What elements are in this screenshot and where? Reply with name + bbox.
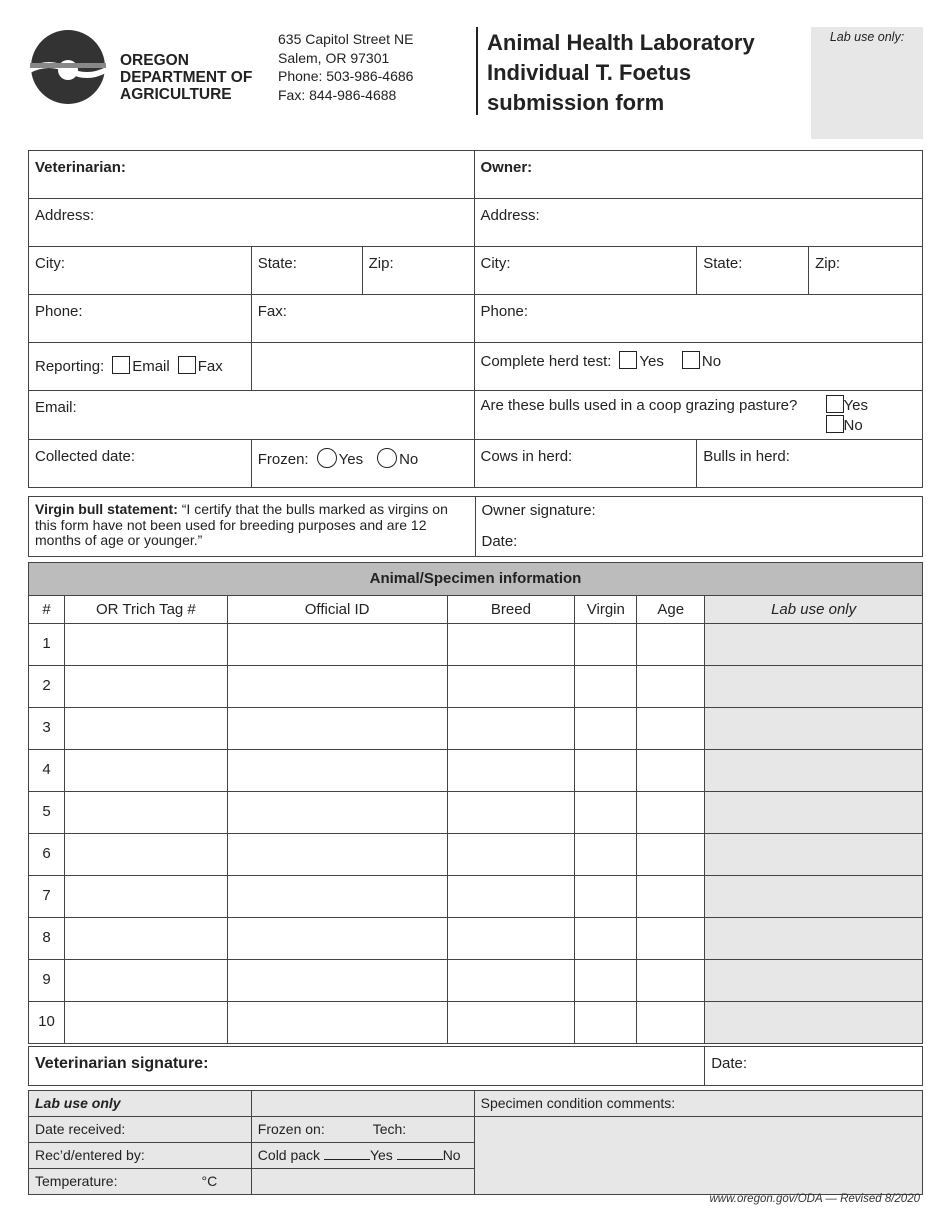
lab-use-cell bbox=[705, 918, 923, 960]
age-cell[interactable] bbox=[637, 876, 705, 918]
breed-cell[interactable] bbox=[447, 876, 575, 918]
official-id-cell[interactable] bbox=[227, 918, 447, 960]
official-id-cell[interactable] bbox=[227, 666, 447, 708]
breed-cell[interactable] bbox=[447, 1002, 575, 1044]
frozen-field bbox=[251, 440, 474, 488]
virgin-cell[interactable] bbox=[575, 624, 637, 666]
official-id-cell[interactable] bbox=[227, 708, 447, 750]
animal-row bbox=[29, 834, 923, 876]
virgin-statement bbox=[29, 497, 476, 557]
lab-use-table bbox=[28, 1090, 923, 1195]
official-id-cell[interactable] bbox=[227, 960, 447, 1002]
breed-cell[interactable] bbox=[447, 666, 575, 708]
animal-row bbox=[29, 708, 923, 750]
animal-row bbox=[29, 876, 923, 918]
vet-address-field[interactable]: Address: bbox=[29, 199, 475, 247]
bulls-field[interactable]: Bulls in herd: bbox=[697, 440, 923, 488]
lab-use-label: Lab use only: bbox=[829, 30, 905, 44]
animal-row bbox=[29, 1002, 923, 1044]
yes-label: Yes bbox=[639, 353, 664, 370]
footer-revision: www.oregon.gov/ODA — Revised 8/2020 bbox=[709, 1193, 920, 1205]
oda-logo-icon bbox=[30, 30, 106, 104]
breed-cell[interactable] bbox=[447, 624, 575, 666]
age-cell[interactable] bbox=[637, 1002, 705, 1044]
contact-phone: Phone: 503-986-4686 bbox=[278, 68, 414, 84]
lab-use-cell bbox=[705, 1002, 923, 1044]
contact-block bbox=[278, 30, 413, 104]
lab-use-cell bbox=[705, 666, 923, 708]
official-id-cell[interactable] bbox=[227, 792, 447, 834]
col-age: Age bbox=[637, 596, 705, 624]
virgin-cell[interactable] bbox=[575, 918, 637, 960]
lab-use-heading: Lab use only bbox=[29, 1091, 252, 1117]
cold-pack-yes-line[interactable] bbox=[324, 1148, 370, 1160]
yes-label: Yes bbox=[843, 397, 868, 414]
vet-name-field[interactable]: Veterinarian: bbox=[29, 151, 475, 199]
animal-row bbox=[29, 960, 923, 1002]
official-id-cell[interactable] bbox=[227, 876, 447, 918]
breed-cell[interactable] bbox=[447, 750, 575, 792]
agency-name bbox=[120, 52, 252, 103]
frozen-label: Frozen: bbox=[257, 451, 309, 468]
title-line: Individual T. Foetus bbox=[487, 60, 692, 85]
lab-blank-cell bbox=[251, 1091, 474, 1117]
trich-tag-cell[interactable] bbox=[64, 792, 227, 834]
herd-test-field bbox=[474, 343, 923, 391]
fax-option-label: Fax bbox=[197, 358, 223, 375]
col-number: # bbox=[29, 596, 65, 624]
coop-yes-checkbox[interactable] bbox=[826, 395, 844, 413]
col-virgin: Virgin bbox=[575, 596, 637, 624]
lab-use-cell bbox=[705, 624, 923, 666]
age-cell[interactable] bbox=[637, 750, 705, 792]
herd-no-checkbox[interactable] bbox=[682, 351, 700, 369]
lab-blank-cell bbox=[251, 1169, 474, 1195]
animal-table bbox=[28, 562, 923, 1044]
virgin-cell[interactable] bbox=[575, 708, 637, 750]
row-number: 10 bbox=[29, 1002, 65, 1044]
trich-tag-cell[interactable] bbox=[64, 666, 227, 708]
coop-no-checkbox[interactable] bbox=[826, 415, 844, 433]
virgin-cell[interactable] bbox=[575, 960, 637, 1002]
animal-section-heading: Animal/Specimen information bbox=[29, 563, 923, 596]
agency-line: OREGON bbox=[120, 52, 189, 69]
row-number: 5 bbox=[29, 792, 65, 834]
lab-use-cell bbox=[705, 834, 923, 876]
row-number: 4 bbox=[29, 750, 65, 792]
no-label: No bbox=[843, 417, 863, 434]
contact-city: Salem, OR 97301 bbox=[278, 49, 390, 66]
herd-yes-checkbox[interactable] bbox=[619, 351, 637, 369]
row-number: 7 bbox=[29, 876, 65, 918]
coop-yes bbox=[826, 397, 868, 414]
no-label: No bbox=[399, 451, 419, 468]
row-number: 2 bbox=[29, 666, 65, 708]
cows-field[interactable]: Cows in herd: bbox=[474, 440, 697, 488]
reporting-label: Reporting: bbox=[35, 358, 105, 375]
vet-zip-field[interactable]: Zip: bbox=[362, 247, 474, 295]
virgin-statement-text: “I certify that the bulls marked as virgins on this form have not been used for breeding purposes and are 12 months of age or younger.” bbox=[35, 501, 448, 548]
no-label: No bbox=[701, 353, 722, 370]
age-cell[interactable] bbox=[637, 792, 705, 834]
vet-owner-table bbox=[28, 150, 923, 488]
vet-city-field[interactable]: City: bbox=[29, 247, 252, 295]
virgin-cell[interactable] bbox=[575, 876, 637, 918]
coop-label: Are these bulls used in a coop grazing pasture? bbox=[480, 397, 798, 414]
row-number: 1 bbox=[29, 624, 65, 666]
owner-signature-label: Owner signature: bbox=[481, 502, 596, 519]
cold-pack-field bbox=[251, 1143, 474, 1169]
col-trich-tag: OR Trich Tag # bbox=[64, 596, 227, 624]
trich-tag-cell[interactable] bbox=[64, 1002, 227, 1044]
owner-name-field[interactable]: Owner: bbox=[474, 151, 923, 199]
official-id-cell[interactable] bbox=[227, 1002, 447, 1044]
animal-row bbox=[29, 918, 923, 960]
official-id-cell[interactable] bbox=[227, 624, 447, 666]
row-number: 3 bbox=[29, 708, 65, 750]
animal-row bbox=[29, 624, 923, 666]
animal-row bbox=[29, 666, 923, 708]
trich-tag-cell[interactable] bbox=[64, 624, 227, 666]
owner-date-label: Date: bbox=[481, 533, 518, 550]
contact-fax: Fax: 844-986-4688 bbox=[278, 86, 397, 103]
title-line: Animal Health Laboratory bbox=[487, 30, 755, 55]
lab-use-cell bbox=[705, 708, 923, 750]
agency-line: AGRICULTURE bbox=[120, 86, 232, 103]
owner-phone-field[interactable]: Phone: bbox=[474, 295, 923, 343]
row-number: 6 bbox=[29, 834, 65, 876]
virgin-statement-table bbox=[28, 496, 923, 557]
date-received-field[interactable]: Date received: bbox=[29, 1117, 252, 1143]
contact-address: 635 Capitol Street NE bbox=[278, 31, 414, 47]
coop-field bbox=[474, 391, 923, 440]
comments-label: Specimen condition comments: bbox=[474, 1091, 922, 1117]
col-lab-use: Lab use only bbox=[705, 596, 923, 624]
vet-state-field[interactable]: State: bbox=[251, 247, 362, 295]
email-option-label: Email bbox=[132, 358, 170, 375]
breed-cell[interactable] bbox=[447, 960, 575, 1002]
col-official-id: Official ID bbox=[227, 596, 447, 624]
vet-signature-date-field[interactable]: Date: bbox=[705, 1047, 923, 1086]
header-divider bbox=[476, 27, 478, 115]
agency-line: DEPARTMENT OF bbox=[120, 69, 253, 86]
age-cell[interactable] bbox=[637, 918, 705, 960]
owner-city-field[interactable]: City: bbox=[474, 247, 697, 295]
form-title bbox=[487, 28, 755, 118]
temp-unit: °C bbox=[201, 1173, 218, 1189]
email-checkbox[interactable] bbox=[112, 356, 130, 374]
virgin-cell[interactable] bbox=[575, 1002, 637, 1044]
fax-checkbox[interactable] bbox=[178, 356, 196, 374]
virgin-cell[interactable] bbox=[575, 750, 637, 792]
official-id-cell[interactable] bbox=[227, 750, 447, 792]
lab-use-cell bbox=[705, 876, 923, 918]
age-cell[interactable] bbox=[637, 624, 705, 666]
owner-address-field[interactable]: Address: bbox=[474, 199, 923, 247]
col-breed: Breed bbox=[447, 596, 575, 624]
owner-state-field[interactable]: State: bbox=[697, 247, 809, 295]
vet-email-field[interactable]: Email: bbox=[29, 391, 475, 440]
vet-fax-field[interactable]: Fax: bbox=[251, 295, 474, 343]
trich-tag-cell[interactable] bbox=[64, 834, 227, 876]
yes-label: Yes bbox=[369, 1147, 393, 1163]
age-cell[interactable] bbox=[637, 960, 705, 1002]
frozen-on-field[interactable]: Frozen on: Tech: bbox=[251, 1117, 474, 1143]
received-by-field[interactable]: Rec’d/entered by: bbox=[29, 1143, 252, 1169]
official-id-cell[interactable] bbox=[227, 834, 447, 876]
cold-pack-label: Cold pack bbox=[257, 1147, 321, 1163]
virgin-cell[interactable] bbox=[575, 666, 637, 708]
row-number: 8 bbox=[29, 918, 65, 960]
trich-tag-cell[interactable] bbox=[64, 750, 227, 792]
age-cell[interactable] bbox=[637, 708, 705, 750]
animal-row bbox=[29, 750, 923, 792]
vet-signature-table bbox=[28, 1046, 923, 1086]
title-line: submission form bbox=[487, 90, 665, 115]
row-number: 9 bbox=[29, 960, 65, 1002]
virgin-statement-label: Virgin bull statement: bbox=[35, 501, 178, 517]
breed-cell[interactable] bbox=[447, 792, 575, 834]
comments-field[interactable] bbox=[474, 1117, 922, 1195]
virgin-cell[interactable] bbox=[575, 834, 637, 876]
animal-row bbox=[29, 792, 923, 834]
tech-label: Tech: bbox=[372, 1121, 407, 1137]
cold-pack-no-line[interactable] bbox=[397, 1148, 443, 1160]
trich-tag-cell[interactable] bbox=[64, 708, 227, 750]
coop-no bbox=[826, 417, 863, 434]
trich-tag-cell[interactable] bbox=[64, 918, 227, 960]
trich-tag-cell[interactable] bbox=[64, 960, 227, 1002]
lab-use-cell bbox=[705, 750, 923, 792]
lab-use-cell bbox=[705, 792, 923, 834]
age-cell[interactable] bbox=[637, 834, 705, 876]
temperature-field[interactable]: Temperature: °C bbox=[29, 1169, 252, 1195]
breed-cell[interactable] bbox=[447, 918, 575, 960]
lab-use-cell bbox=[705, 960, 923, 1002]
reporting-blank[interactable] bbox=[251, 343, 474, 391]
reporting-field bbox=[29, 343, 252, 391]
no-label: No bbox=[442, 1147, 461, 1163]
trich-tag-cell[interactable] bbox=[64, 876, 227, 918]
frozen-yes-radio[interactable] bbox=[317, 448, 337, 468]
vet-phone-field[interactable]: Phone: bbox=[29, 295, 252, 343]
breed-cell[interactable] bbox=[447, 708, 575, 750]
virgin-cell[interactable] bbox=[575, 792, 637, 834]
vet-signature-field[interactable]: Veterinarian signature: bbox=[29, 1047, 705, 1086]
collected-date-field[interactable]: Collected date: bbox=[29, 440, 252, 488]
breed-cell[interactable] bbox=[447, 834, 575, 876]
yes-label: Yes bbox=[338, 451, 364, 468]
owner-zip-field[interactable]: Zip: bbox=[809, 247, 923, 295]
owner-signature-field[interactable] bbox=[475, 497, 923, 557]
herd-test-label: Complete herd test: bbox=[480, 353, 612, 370]
frozen-no-radio[interactable] bbox=[377, 448, 397, 468]
age-cell[interactable] bbox=[637, 666, 705, 708]
lab-use-box bbox=[811, 27, 923, 139]
